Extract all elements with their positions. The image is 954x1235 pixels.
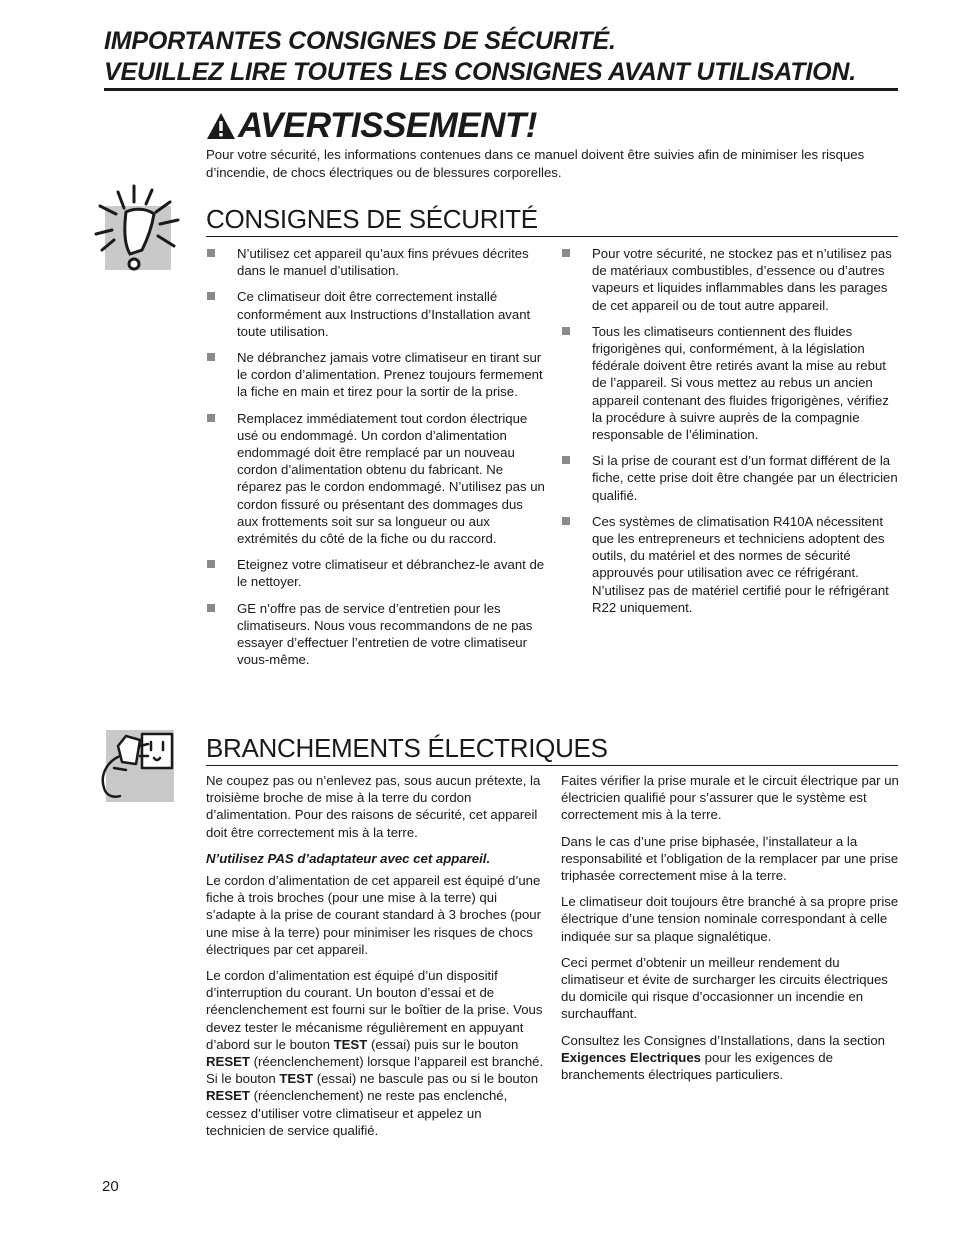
list-item: Ce climatiseur doit être correctement installé conformément aux Instructions d’Installation avant toute utilisation. (206, 288, 546, 340)
list-item: GE n’offre pas de service d’entretien pour les climatiseurs. Nous vous recommandons de ne pas essayer d’effectuer l’entretien de votre climatiseur vous-même. (206, 600, 546, 669)
electrical-right-column (561, 772, 899, 1092)
warning-title (206, 104, 537, 148)
safety-section-title: CONSIGNES DE SÉCURITÉ (206, 204, 538, 234)
bullet-square (562, 456, 570, 464)
list-item: Eteignez votre climatiseur et débranchez-le avant de le nettoyer. (206, 556, 546, 590)
paragraph: Le cordon d’alimentation est équipé d’un dispositif d’interruption du courant. Un bouton d’essai et de réenclenchement est fourni sur le boîtier de la prise. Vous devez tester le mécanisme régulièrement en appuyant d’abord sur le bouton TEST (essai) puis sur le bouton RESET (réenclenchement) lorsque l’appareil est branché. Si le bouton TEST (essai) ne bascule pas ou si le bouton RESET (réenclenchement) ne reste pas enclenché, cessez d’utiliser votre climatiseur et appelez un technicien de service qualifié. (206, 968, 544, 1138)
adapter-warning: N’utilisez PAS d’adaptateur avec cet appareil. (206, 850, 491, 866)
bullet-square (207, 353, 215, 361)
paragraph: Ne coupez pas ou n’enlevez pas, sous aucun prétexte, la troisième broche de mise à la terre du cordon d’alimentation. Pour des raisons de sécurité, cet appareil doit être correctement mis à la terre. (206, 773, 541, 840)
paragraph: Ceci permet d’obtenir un meilleur rendement du climatiseur et évite de surcharger les circuits électriques du domicile qui risque d’occasionner un incendie en surchauffant. (561, 954, 888, 1022)
paragraph: Faites vérifier la prise murale et le circuit électrique par un électricien qualifié pour s’assurer que le système est correctement mis à la terre. (561, 773, 899, 823)
safety-left-column (206, 245, 546, 677)
bullet-square (207, 249, 215, 257)
reset-keyword: RESET (206, 1088, 250, 1104)
test-keyword: TEST (333, 1036, 368, 1052)
electrical-left-column (206, 772, 544, 1148)
paragraph: Consultez les Consignes d’Installations, dans la section Exigences Electriques pour les exigences de branchements électriques particuliers. (561, 1032, 886, 1083)
list-item: Si la prise de courant est d’un format différent de la fiche, cette prise doit être changée par un électricien qualifié. (561, 452, 901, 504)
header-line-1: IMPORTANTES CONSIGNES DE SÉCURITÉ. (104, 27, 616, 55)
list-item: N’utilisez cet appareil qu’aux fins prévues décrites dans le manuel d’utilisation. (206, 245, 546, 279)
page-header (104, 26, 904, 88)
page-number: 20 (102, 1178, 119, 1195)
paragraph: Le climatiseur doit toujours être branché à sa propre prise électrique d’une tension nominale correspondant à celle indiquée sur sa plaque signalétique. (561, 894, 899, 944)
paragraph: Le cordon d’alimentation de cet appareil est équipé d’une fiche à trois broches (pour une mise à la terre) qui s’adapte à la prise de courant standard à 3 broches (pour une mise à la terre) pour minimiser les risques de chocs électriques par cet appareil. (206, 873, 542, 957)
reset-keyword: RESET (206, 1054, 250, 1070)
list-item: Tous les climatiseurs contiennent des fluides frigorigènes qui, conformément, à la législation fédérale doivent être retirés avant la mise au rebut de l’appareil. Si vous mettez au rebus un ancien appareil contenant des fluides frigorigènes, vérifiez la procédure à suivre auprès de la compagnie responsable de l’élimination. (561, 323, 901, 443)
paragraph: Dans le cas d’une prise biphasée, l’installateur a la responsabilité et l’obligation de la remplacer par une prise triphasée correctement mise à la terre. (561, 833, 899, 884)
bullet-square (562, 327, 570, 335)
electrical-section-title: BRANCHEMENTS ÉLECTRIQUES (206, 733, 608, 763)
warning-triangle-icon (206, 112, 236, 140)
plug-outlet-icon (96, 726, 178, 804)
safety-right-column (561, 245, 901, 625)
electrical-section-rule (206, 765, 898, 766)
warning-title-text: AVERTISSEMENT! (238, 106, 537, 145)
test-keyword: TEST (279, 1071, 314, 1087)
list-item: Ces systèmes de climatisation R410A nécessitent que les entrepreneurs et techniciens adoptent des outils, du matériel et des normes de sécurité approuvés pour utilisation avec ce réfrigérant. N’utilisez pas de matériel certifié pour le réfrigérant R22 uniquement. (561, 513, 901, 616)
list-item: Pour votre sécurité, ne stockez pas et n’utilisez pas de matériaux combustibles, d’essence ou d’autres vapeurs et liquides inflammables dans les parages de cet appareil ou de tout autre appareil. (561, 245, 901, 314)
bullet-square (207, 414, 215, 422)
exclamation-figure-icon (94, 180, 190, 272)
electrical-requirements-ref: Exigences Electriques (561, 1049, 702, 1065)
bullet-square (207, 292, 215, 300)
warning-text: Pour votre sécurité, les informations contenues dans ce manuel doivent être suivies afin de minimiser les risques d’incendie, de chocs électriques ou de blessures corporelles. (206, 147, 865, 180)
header-line-2: VEUILLEZ LIRE TOUTES LES CONSIGNES AVANT UTILISATION. (104, 58, 856, 86)
header-rule (104, 88, 898, 91)
list-item: Remplacez immédiatement tout cordon électrique usé ou endommagé. Un cordon d’alimentation endommagé doit être remplacé par un nouveau cordon d’alimentation obtenu du fabricant. Ne réparez pas le cordon endommagé. N’utilisez pas un cordon fissuré ou présentant des dommages dus aux frottements soit sur sa longueur ou aux extrémités du côté de la fiche ou du raccord. (206, 410, 546, 548)
list-item: Ne débranchez jamais votre climatiseur en tirant sur le cordon d’alimentation. Prenez toujours fermement la fiche en main et tirez pour la sortir de la prise. (206, 349, 546, 401)
bullet-square (562, 517, 570, 525)
bullet-square (562, 249, 570, 257)
bullet-square (207, 604, 215, 612)
safety-section-rule (206, 236, 898, 237)
bullet-square (207, 560, 215, 568)
